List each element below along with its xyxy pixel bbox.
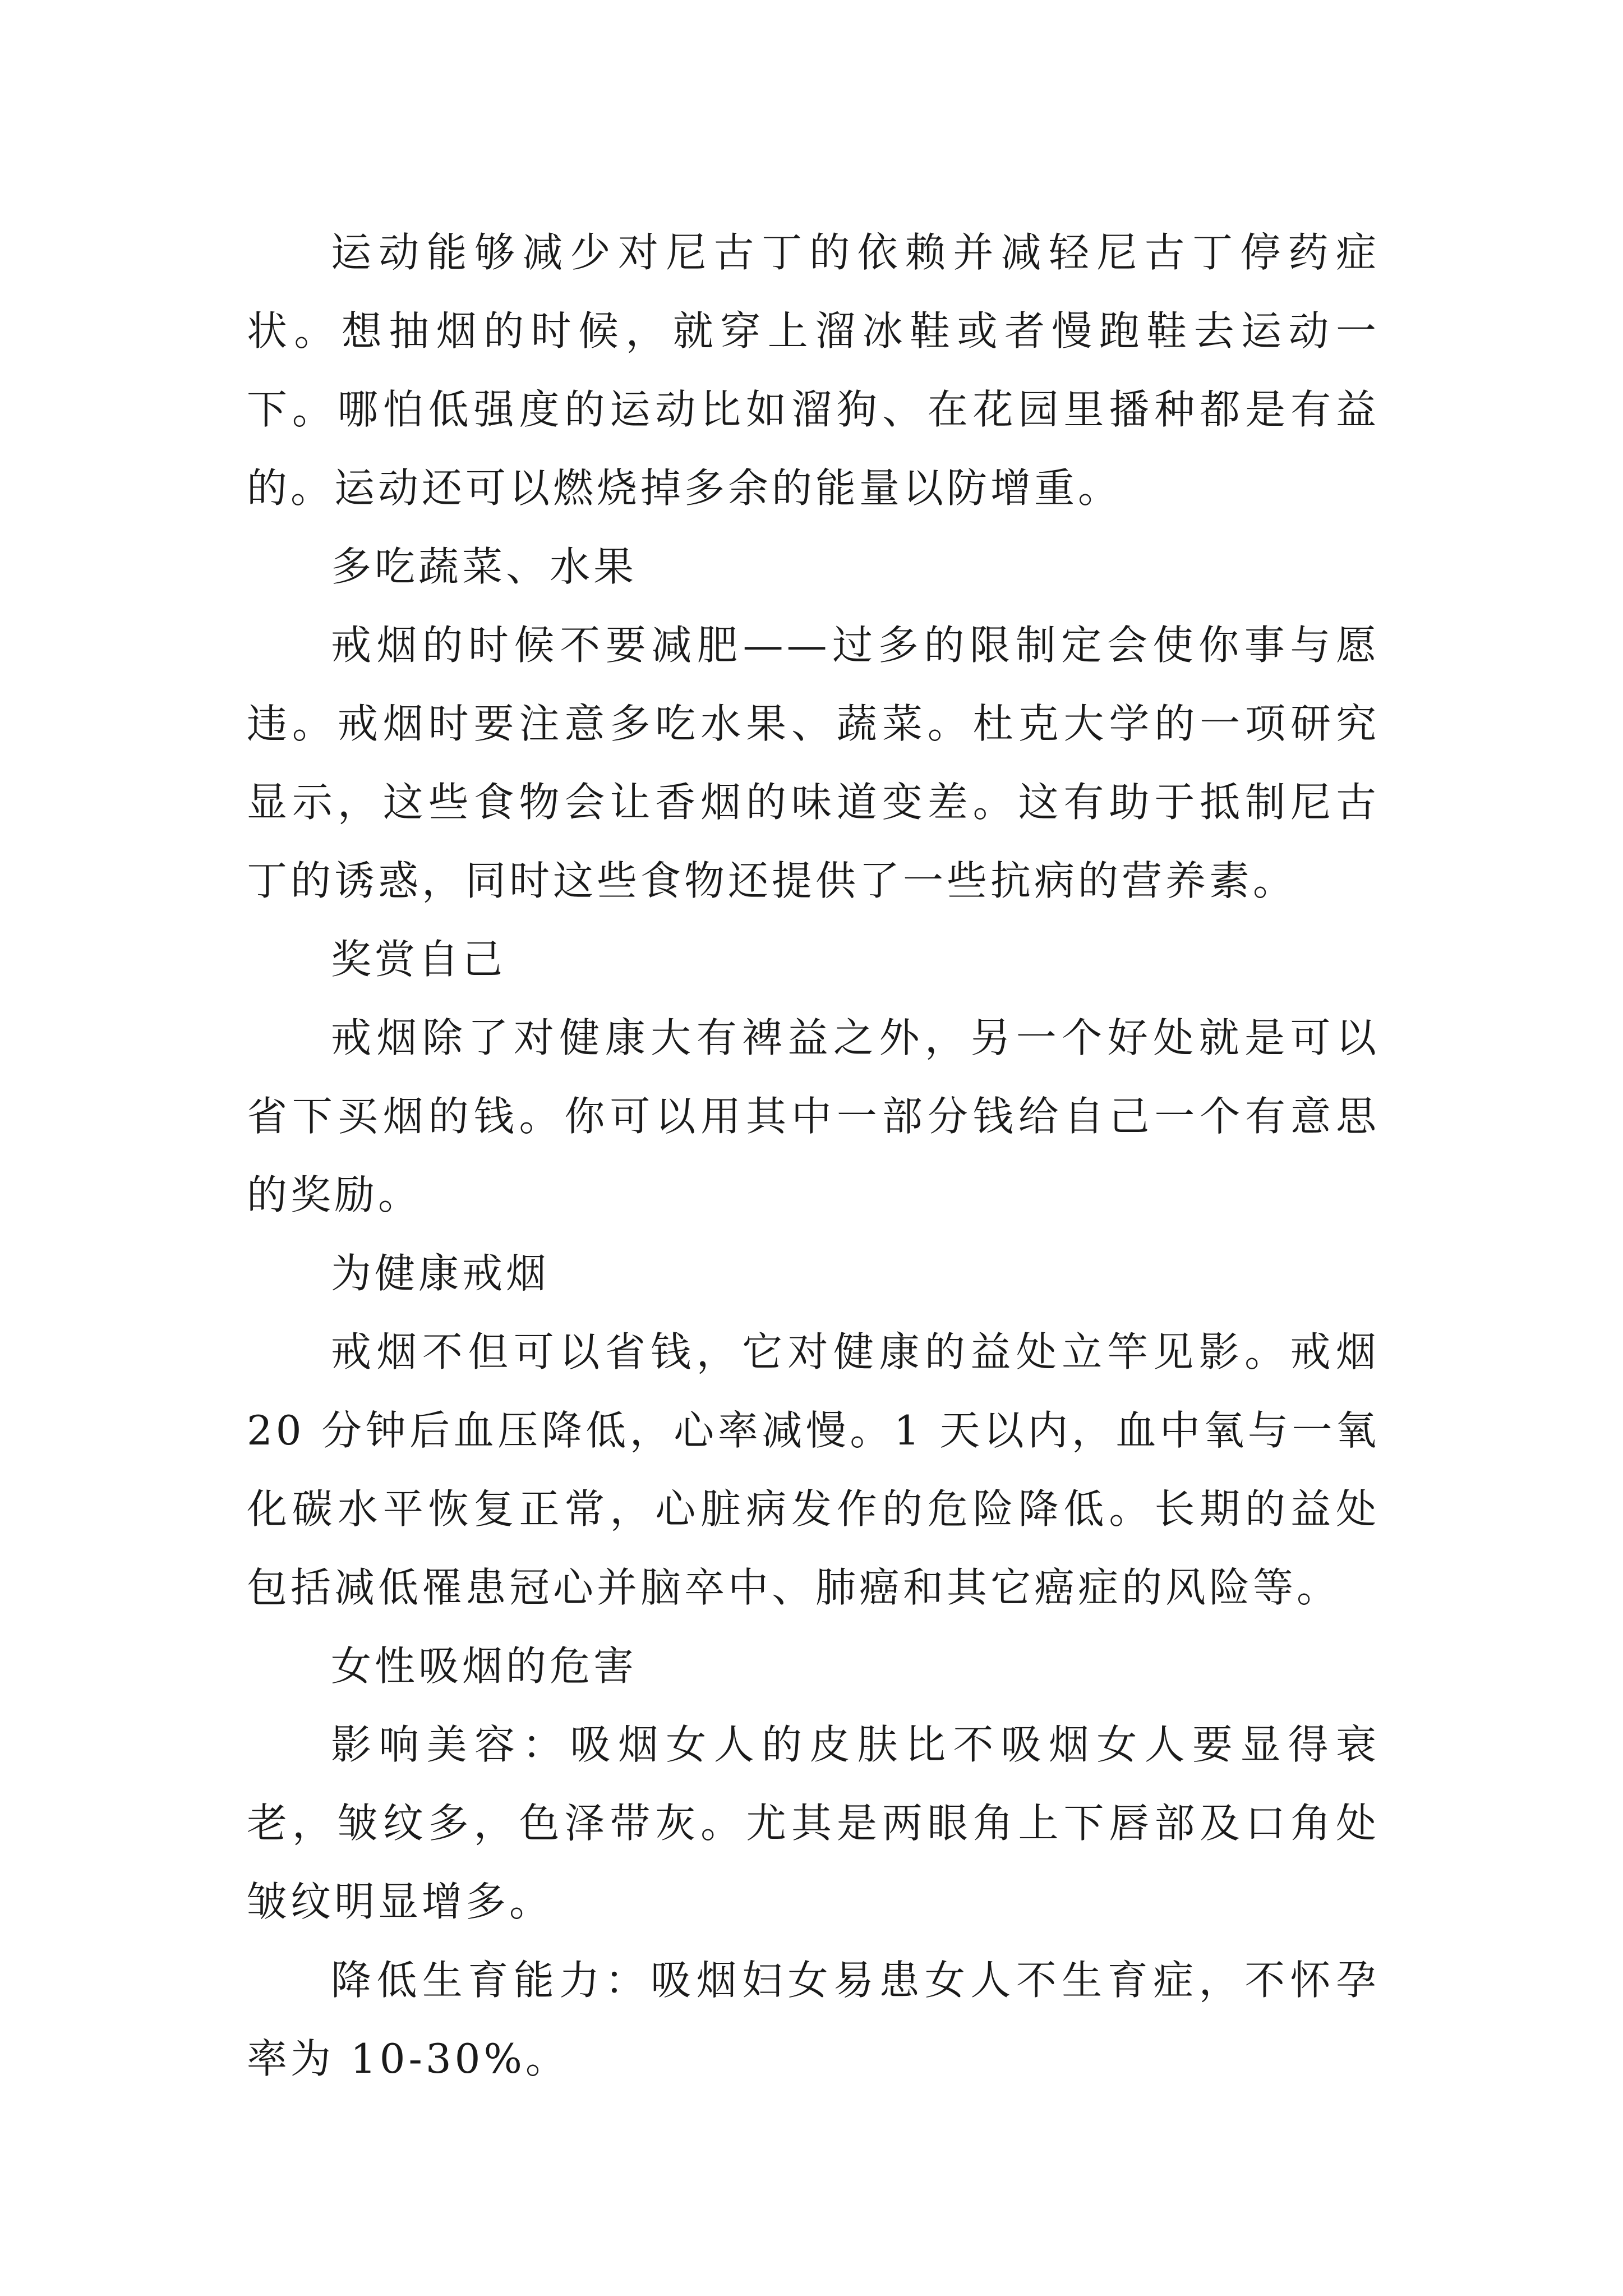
paragraph-health: 戒烟不但可以省钱，它对健康的益处立竿见影。戒烟 20 分钟后血压降低，心率减慢。1 天以内，血中氧与一氧化碳水平恢复正常，心脏病发作的危险降低。长期的益处包括减低罹患冠心并脑卒中、肺癌和其它癌症的风险等。	[247, 1328, 1380, 1611]
section-heading-vegetables-fruit: 多吃蔬菜、水果	[331, 543, 638, 590]
section-heading-women-smoking: 女性吸烟的危害	[331, 1642, 638, 1690]
paragraph-fertility: 降低生育能力：吸烟妇女易患女人不生育症，不怀孕率为 10-30%。	[247, 1957, 1380, 2082]
section-heading-reward: 奖赏自己	[331, 936, 506, 983]
section-heading-health: 为健康戒烟	[331, 1250, 550, 1297]
document-body	[247, 213, 1380, 2098]
paragraph-exercise: 运动能够减少对尼古丁的依赖并减轻尼古丁停药症状。想抽烟的时候，就穿上溜冰鞋或者慢跑鞋去运动一下。哪怕低强度的运动比如溜狗、在花园里播种都是有益的。运动还可以燃烧掉多余的能量以防增重。	[247, 229, 1380, 512]
paragraph-vegetables-fruit: 戒烟的时候不要减肥——过多的限制定会使你事与愿违。戒烟时要注意多吃水果、蔬菜。杜克大学的一项研究显示，这些食物会让香烟的味道变差。这有助于抵制尼古丁的诱惑，同时这些食物还提供了一些抗病的营养素。	[247, 622, 1380, 904]
paragraph-reward: 戒烟除了对健康大有裨益之外，另一个好处就是可以省下买烟的钱。你可以用其中一部分钱给自己一个有意思的奖励。	[247, 1014, 1380, 1218]
paragraph-beauty: 影响美容：吸烟女人的皮肤比不吸烟女人要显得衰老，皱纹多，色泽带灰。尤其是两眼角上下唇部及口角处皱纹明显增多。	[247, 1721, 1380, 1925]
